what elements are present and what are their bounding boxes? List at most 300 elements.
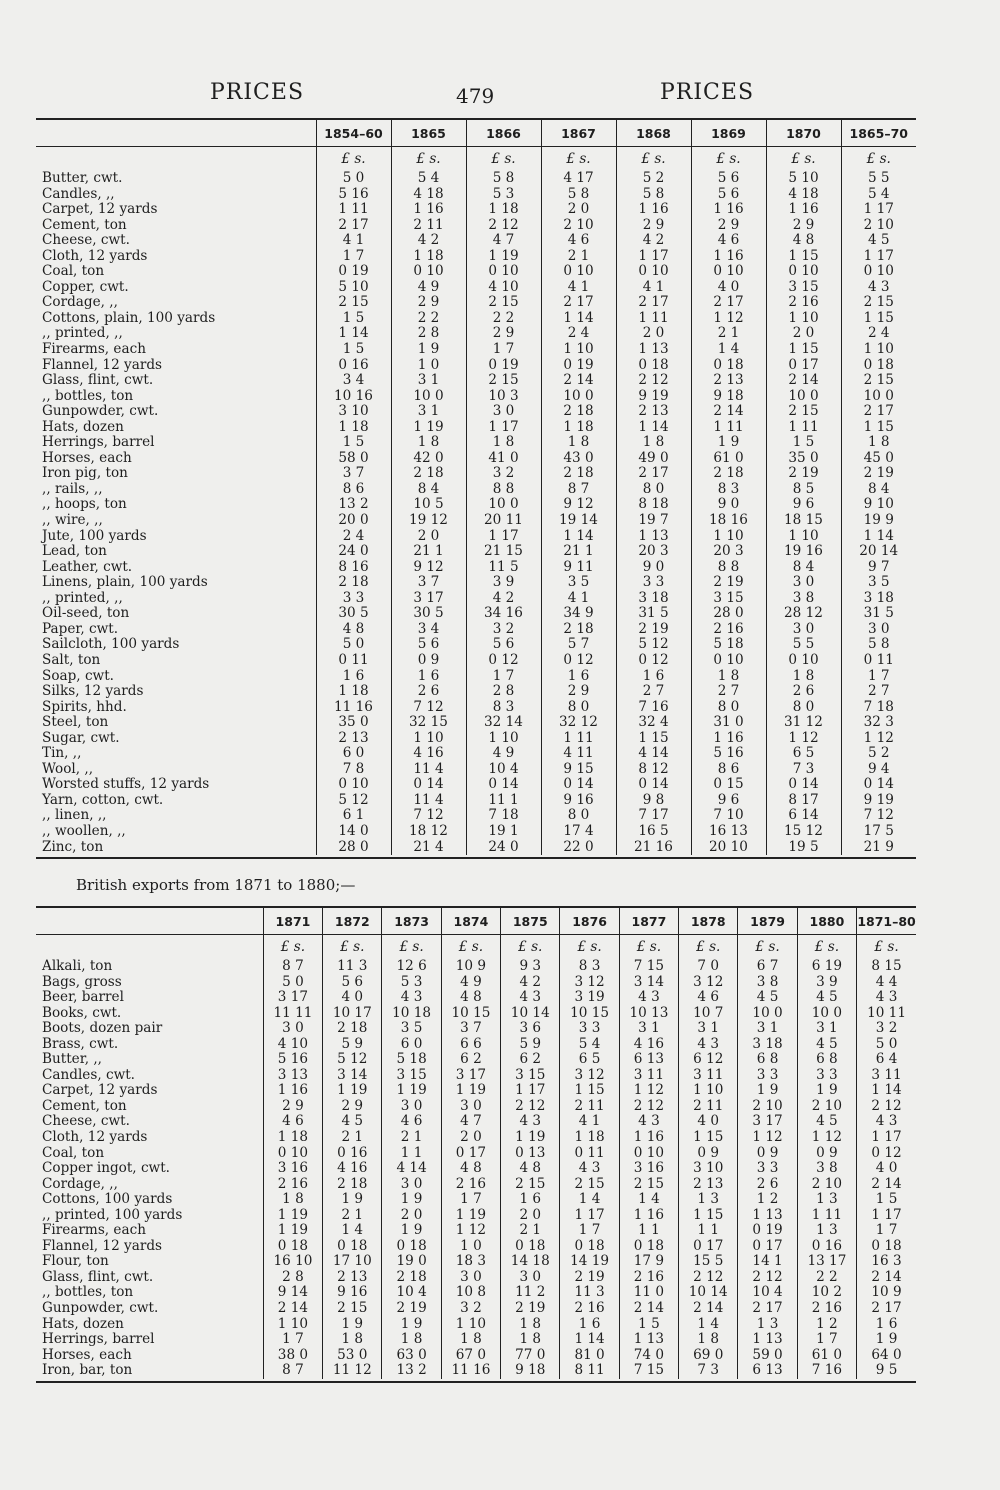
value-cell: 4 9	[441, 975, 500, 991]
row-label-text: Herrings, barrel	[42, 435, 155, 451]
value-cell: 6 13	[738, 1363, 797, 1379]
value-cell: 4 18	[766, 187, 841, 203]
value-cell: 1 18	[316, 684, 391, 700]
value-cell: 0 16	[316, 358, 391, 374]
value-cell: 0 14	[616, 777, 691, 793]
value-cell: 4 14	[382, 1161, 441, 1177]
value-cell: 11 11	[263, 1006, 322, 1022]
value-cell: 32 14	[466, 715, 541, 731]
value-cell: 32 3	[841, 715, 916, 731]
value-cell: 5 8	[541, 187, 616, 203]
value-cell: 8 4	[841, 482, 916, 498]
row-label-text: ,, wire, ,,	[42, 513, 103, 529]
value-cell: 2 2	[466, 311, 541, 327]
table-row	[36, 1146, 916, 1162]
row-label	[36, 171, 316, 187]
value-cell: 4 10	[466, 280, 541, 296]
value-cell: 31 12	[766, 715, 841, 731]
value-cell: 1 13	[619, 1332, 678, 1348]
value-cell: 5 4	[391, 171, 466, 187]
value-cell: 0 10	[766, 653, 841, 669]
value-cell: 3 4	[391, 622, 466, 638]
value-cell: 4 3	[501, 1114, 560, 1130]
unit-cell: £ s.	[263, 935, 322, 960]
value-cell: 6 1	[316, 808, 391, 824]
value-cell: 2 6	[766, 684, 841, 700]
value-cell: 8 7	[541, 482, 616, 498]
row-label-text: Carpet, 12 yards	[42, 202, 158, 218]
value-cell: 20 3	[616, 544, 691, 560]
value-cell: 1 11	[691, 420, 766, 436]
value-cell: 5 6	[323, 975, 382, 991]
page-header	[0, 78, 1000, 114]
value-cell: 1 15	[616, 731, 691, 747]
row-label-text: Cordage, ,,	[42, 1176, 118, 1192]
row-label	[36, 435, 316, 451]
value-cell: 8 16	[316, 560, 391, 576]
value-cell: 3 16	[263, 1161, 322, 1177]
value-cell: 1 2	[738, 1192, 797, 1208]
column-header: 1874	[441, 907, 500, 935]
value-cell: 5 9	[501, 1037, 560, 1053]
row-label	[36, 808, 316, 824]
value-cell: 9 3	[501, 959, 560, 975]
row-label-text: ,, woollen, ,,	[42, 823, 126, 839]
value-cell: 10 3	[466, 389, 541, 405]
value-cell: 1 18	[541, 420, 616, 436]
value-cell: 1 18	[466, 202, 541, 218]
row-label-text: Hats, dozen	[42, 419, 124, 435]
value-cell: 21 16	[616, 840, 691, 856]
table-row	[36, 975, 916, 991]
value-cell: 2 10	[738, 1099, 797, 1115]
column-header: 1865–70	[841, 119, 916, 147]
row-label	[36, 1146, 263, 1162]
table-row	[36, 373, 916, 389]
value-cell: 7 10	[691, 808, 766, 824]
value-cell: 4 8	[501, 1161, 560, 1177]
value-cell: 1 4	[323, 1223, 382, 1239]
value-cell: 2 12	[738, 1270, 797, 1286]
unit-row	[36, 935, 916, 960]
table-row	[36, 1254, 916, 1270]
value-cell: 20 14	[841, 544, 916, 560]
value-cell: 12 6	[382, 959, 441, 975]
value-cell: 1 10	[466, 731, 541, 747]
value-cell: 2 13	[691, 373, 766, 389]
table-row	[36, 560, 916, 576]
value-cell: 5 8	[841, 637, 916, 653]
value-cell: 3 0	[766, 575, 841, 591]
value-cell: 1 17	[501, 1083, 560, 1099]
value-cell: 1 4	[619, 1192, 678, 1208]
prices-table-1854-1870	[36, 118, 916, 855]
row-label	[36, 1363, 263, 1379]
value-cell: 3 0	[841, 622, 916, 638]
row-label-text: Firearms, each	[42, 1223, 146, 1239]
value-cell: 1 15	[841, 311, 916, 327]
value-cell: 1 6	[857, 1317, 916, 1333]
value-cell: 13 2	[316, 497, 391, 513]
value-cell: 1 18	[316, 420, 391, 436]
value-cell: 1 19	[441, 1083, 500, 1099]
value-cell: 19 16	[766, 544, 841, 560]
value-cell: 1 14	[541, 529, 616, 545]
row-label	[36, 497, 316, 513]
value-cell: 32 4	[616, 715, 691, 731]
value-cell: 1 7	[466, 669, 541, 685]
row-label-text: Cheese, cwt.	[42, 1114, 130, 1130]
value-cell: 1 19	[323, 1083, 382, 1099]
value-cell: 3 11	[679, 1068, 738, 1084]
row-label-text: ,, printed, ,,	[42, 326, 123, 342]
value-cell: 3 5	[382, 1021, 441, 1037]
value-cell: 2 15	[841, 373, 916, 389]
value-cell: 1 9	[382, 1192, 441, 1208]
value-cell: 10 0	[766, 389, 841, 405]
table-row	[36, 171, 916, 187]
row-label	[36, 1052, 263, 1068]
row-label-text: Zinc, ton	[42, 839, 104, 855]
row-label-text: Brass, cwt.	[42, 1036, 119, 1052]
row-label	[36, 684, 316, 700]
table-row	[36, 762, 916, 778]
value-cell: 7 12	[391, 700, 466, 716]
row-label-text: Salt, ton	[42, 652, 101, 668]
value-cell: 3 3	[738, 1068, 797, 1084]
row-label	[36, 529, 316, 545]
value-cell: 2 11	[391, 218, 466, 234]
value-cell: 3 18	[738, 1037, 797, 1053]
value-cell: 9 14	[263, 1285, 322, 1301]
value-cell: 2 15	[501, 1177, 560, 1193]
value-cell: 18 3	[441, 1254, 500, 1270]
value-cell: 2 17	[616, 466, 691, 482]
value-cell: 2 19	[501, 1301, 560, 1317]
value-cell: 5 2	[841, 746, 916, 762]
value-cell: 2 19	[841, 466, 916, 482]
value-cell: 9 18	[501, 1363, 560, 1379]
table-row	[36, 1208, 916, 1224]
value-cell: 2 12	[466, 218, 541, 234]
value-cell: 14 1	[738, 1254, 797, 1270]
value-cell: 11 5	[466, 560, 541, 576]
value-cell: 2 1	[541, 249, 616, 265]
value-cell: 4 9	[391, 280, 466, 296]
value-cell: 8 17	[766, 793, 841, 809]
table-row	[36, 637, 916, 653]
value-cell: 8 0	[691, 700, 766, 716]
value-cell: 0 14	[766, 777, 841, 793]
value-cell: 1 10	[679, 1083, 738, 1099]
value-cell: 1 7	[466, 342, 541, 358]
value-cell: 0 14	[391, 777, 466, 793]
value-cell: 3 7	[441, 1021, 500, 1037]
value-cell: 5 8	[616, 187, 691, 203]
value-cell: 6 2	[501, 1052, 560, 1068]
value-cell: 11 3	[560, 1285, 619, 1301]
value-cell: 81 0	[560, 1348, 619, 1364]
value-cell: 9 6	[766, 497, 841, 513]
value-cell: 4 9	[466, 746, 541, 762]
value-cell: 2 19	[691, 575, 766, 591]
value-cell: 4 0	[691, 280, 766, 296]
value-cell: 2 1	[323, 1130, 382, 1146]
value-cell: 3 0	[382, 1099, 441, 1115]
value-cell: 2 16	[797, 1301, 856, 1317]
value-cell: 4 5	[797, 1114, 856, 1130]
value-cell: 0 17	[766, 358, 841, 374]
value-cell: 11 16	[441, 1363, 500, 1379]
value-cell: 8 0	[766, 700, 841, 716]
value-cell: 3 10	[679, 1161, 738, 1177]
value-cell: 43 0	[541, 451, 616, 467]
row-label	[36, 218, 316, 234]
value-cell: 7 18	[841, 700, 916, 716]
value-cell: 2 10	[797, 1177, 856, 1193]
row-label-text: ,, bottles, ton	[42, 388, 134, 404]
value-cell: 0 10	[466, 264, 541, 280]
row-label-text: Sailcloth, 100 yards	[42, 637, 180, 653]
value-cell: 2 12	[679, 1270, 738, 1286]
table-row	[36, 1052, 916, 1068]
table-row	[36, 451, 916, 467]
page-number: 479	[456, 84, 495, 108]
value-cell: 9 5	[857, 1363, 916, 1379]
row-label	[36, 975, 263, 991]
value-cell: 1 11	[616, 311, 691, 327]
row-label	[36, 560, 316, 576]
value-cell: 10 14	[501, 1006, 560, 1022]
value-cell: 3 10	[316, 404, 391, 420]
table-row	[36, 990, 916, 1006]
value-cell: 1 12	[691, 311, 766, 327]
value-cell: 1 7	[316, 249, 391, 265]
value-cell: 1 16	[619, 1208, 678, 1224]
value-cell: 2 13	[616, 404, 691, 420]
value-cell: 2 9	[391, 295, 466, 311]
value-cell: 3 3	[797, 1068, 856, 1084]
value-cell: 2 14	[857, 1270, 916, 1286]
value-cell: 2 15	[560, 1177, 619, 1193]
value-cell: 1 8	[501, 1317, 560, 1333]
row-label-text: ,, hoops, ton	[42, 497, 127, 513]
row-label	[36, 326, 316, 342]
value-cell: 0 17	[738, 1239, 797, 1255]
value-cell: 2 14	[263, 1301, 322, 1317]
value-cell: 2 15	[323, 1301, 382, 1317]
row-label	[36, 311, 316, 327]
value-cell: 4 10	[263, 1037, 322, 1053]
value-cell: 1 4	[691, 342, 766, 358]
value-cell: 1 7	[441, 1192, 500, 1208]
value-cell: 1 6	[541, 669, 616, 685]
value-cell: 1 15	[560, 1083, 619, 1099]
value-cell: 10 4	[382, 1285, 441, 1301]
column-header: 1873	[382, 907, 441, 935]
value-cell: 9 19	[841, 793, 916, 809]
unit-cell: £ s.	[541, 147, 616, 172]
unit-cell: £ s.	[738, 935, 797, 960]
value-cell: 2 13	[679, 1177, 738, 1193]
value-cell: 1 19	[382, 1083, 441, 1099]
table-row	[36, 326, 916, 342]
value-cell: 4 6	[691, 233, 766, 249]
unit-cell: £ s.	[323, 935, 382, 960]
value-cell: 3 2	[441, 1301, 500, 1317]
row-label-text: Firearms, each	[42, 342, 146, 358]
value-cell: 34 9	[541, 606, 616, 622]
value-cell: 7 0	[679, 959, 738, 975]
value-cell: 1 19	[391, 420, 466, 436]
table-row	[36, 264, 916, 280]
value-cell: 31 5	[616, 606, 691, 622]
value-cell: 1 6	[316, 669, 391, 685]
value-cell: 2 15	[316, 295, 391, 311]
value-cell: 8 18	[616, 497, 691, 513]
value-cell: 1 15	[766, 342, 841, 358]
table-row	[36, 1192, 916, 1208]
unit-cell: £ s.	[679, 935, 738, 960]
value-cell: 61 0	[691, 451, 766, 467]
value-cell: 2 18	[323, 1177, 382, 1193]
value-cell: 1 18	[391, 249, 466, 265]
table-row	[36, 1099, 916, 1115]
row-label	[36, 1223, 263, 1239]
value-cell: 6 0	[382, 1037, 441, 1053]
value-cell: 15 12	[766, 824, 841, 840]
value-cell: 2 8	[391, 326, 466, 342]
value-cell: 2 9	[541, 684, 616, 700]
value-cell: 1 14	[841, 529, 916, 545]
value-cell: 58 0	[316, 451, 391, 467]
value-cell: 4 18	[391, 187, 466, 203]
row-label-text: Bags, gross	[42, 974, 122, 990]
column-header: 1876	[560, 907, 619, 935]
value-cell: 7 16	[616, 700, 691, 716]
value-cell: 3 15	[382, 1068, 441, 1084]
table-row	[36, 466, 916, 482]
value-cell: 4 3	[619, 990, 678, 1006]
value-cell: 1 15	[766, 249, 841, 265]
value-cell: 3 11	[857, 1068, 916, 1084]
table-row	[36, 824, 916, 840]
value-cell: 2 17	[316, 218, 391, 234]
value-cell: 1 8	[323, 1332, 382, 1348]
value-cell: 3 1	[391, 404, 466, 420]
row-label-text: Horses, each	[42, 1347, 132, 1363]
value-cell: 9 12	[541, 497, 616, 513]
value-cell: 3 0	[766, 622, 841, 638]
value-cell: 1 5	[316, 342, 391, 358]
value-cell: 0 19	[541, 358, 616, 374]
value-cell: 6 14	[766, 808, 841, 824]
value-cell: 1 6	[616, 669, 691, 685]
row-label-text: Linens, plain, 100 yards	[42, 575, 208, 591]
value-cell: 5 10	[316, 280, 391, 296]
value-cell: 0 10	[619, 1146, 678, 1162]
value-cell: 4 2	[391, 233, 466, 249]
row-label-text: Beer, barrel	[42, 990, 124, 1006]
value-cell: 10 18	[382, 1006, 441, 1022]
value-cell: 5 6	[466, 637, 541, 653]
value-cell: 1 16	[391, 202, 466, 218]
value-cell: 21 1	[391, 544, 466, 560]
value-cell: 1 10	[766, 311, 841, 327]
table-row	[36, 529, 916, 545]
value-cell: 2 9	[323, 1099, 382, 1115]
value-cell: 10 0	[541, 389, 616, 405]
value-cell: 4 8	[441, 990, 500, 1006]
value-cell: 1 8	[391, 435, 466, 451]
value-cell: 6 0	[316, 746, 391, 762]
value-cell: 6 5	[560, 1052, 619, 1068]
column-header: 1869	[691, 119, 766, 147]
value-cell: 1 10	[391, 731, 466, 747]
value-cell: 0 10	[316, 777, 391, 793]
row-label	[36, 482, 316, 498]
unit-row	[36, 147, 916, 172]
value-cell: 1 19	[263, 1208, 322, 1224]
value-cell: 19 9	[841, 513, 916, 529]
value-cell: 1 0	[441, 1239, 500, 1255]
value-cell: 3 11	[619, 1068, 678, 1084]
value-cell: 6 2	[441, 1052, 500, 1068]
row-label	[36, 1114, 263, 1130]
value-cell: 9 7	[841, 560, 916, 576]
value-cell: 9 4	[841, 762, 916, 778]
value-cell: 0 19	[738, 1223, 797, 1239]
value-cell: 4 5	[797, 1037, 856, 1053]
value-cell: 5 0	[316, 171, 391, 187]
row-label-text: Copper ingot, cwt.	[42, 1161, 170, 1177]
row-label	[36, 606, 316, 622]
value-cell: 1 12	[766, 731, 841, 747]
table-row	[36, 1130, 916, 1146]
value-cell: 4 3	[857, 990, 916, 1006]
column-header: 1854–60	[316, 119, 391, 147]
value-cell: 5 12	[316, 793, 391, 809]
value-cell: 3 12	[560, 1068, 619, 1084]
value-cell: 2 6	[738, 1177, 797, 1193]
table-row	[36, 404, 916, 420]
unit-cell: £ s.	[841, 147, 916, 172]
value-cell: 10 4	[466, 762, 541, 778]
value-cell: 28 12	[766, 606, 841, 622]
value-cell: 41 0	[466, 451, 541, 467]
value-cell: 1 15	[841, 420, 916, 436]
row-label-text: Glass, flint, cwt.	[42, 373, 154, 389]
row-label-text: Spirits, hhd.	[42, 699, 127, 715]
value-cell: 0 12	[541, 653, 616, 669]
value-cell: 16 10	[263, 1254, 322, 1270]
value-cell: 5 6	[691, 187, 766, 203]
value-cell: 1 7	[857, 1223, 916, 1239]
row-label-text: ,, rails, ,,	[42, 481, 103, 497]
value-cell: 7 16	[797, 1363, 856, 1379]
value-cell: 8 3	[691, 482, 766, 498]
value-cell: 0 9	[679, 1146, 738, 1162]
value-cell: 4 3	[679, 1037, 738, 1053]
value-cell: 1 6	[560, 1317, 619, 1333]
value-cell: 1 10	[691, 529, 766, 545]
value-cell: 19 1	[466, 824, 541, 840]
row-label-text: Tin, ,,	[42, 746, 82, 762]
value-cell: 1 8	[766, 669, 841, 685]
row-label	[36, 746, 316, 762]
value-cell: 4 8	[316, 622, 391, 638]
value-cell: 0 18	[560, 1239, 619, 1255]
